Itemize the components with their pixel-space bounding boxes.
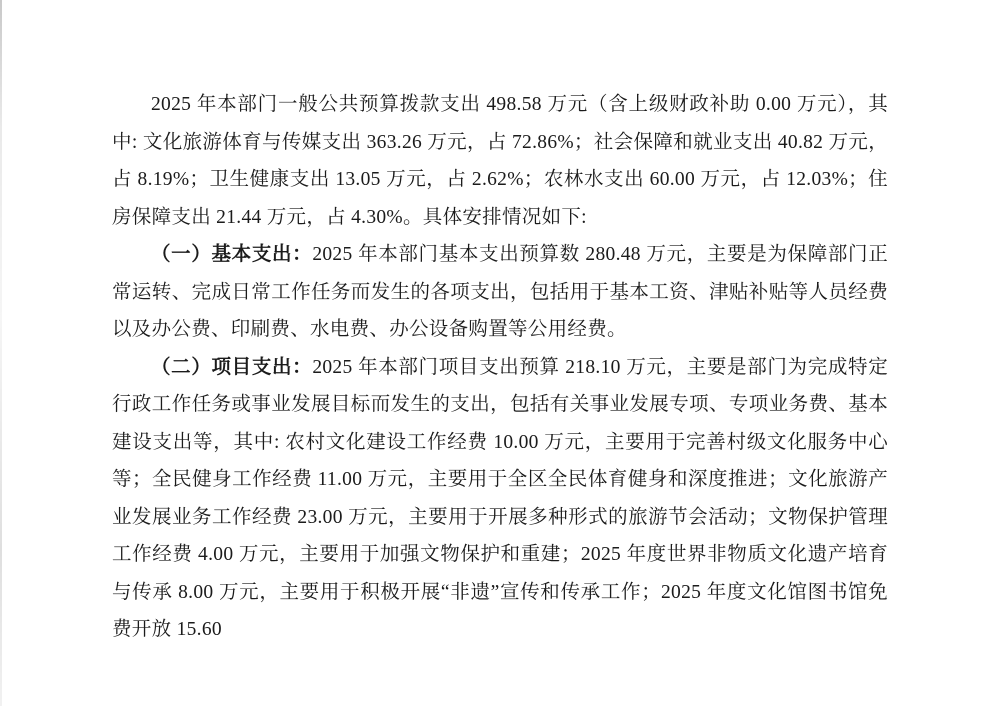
section-heading-project-expenditure: （二）项目支出： — [151, 356, 313, 378]
section-heading-basic-expenditure: （一）基本支出： — [151, 244, 313, 265]
scan-edge-artifact — [0, 0, 2, 706]
paragraph-text: 2025 年本部门一般公共预算拨款支出 498.58 万元（含上级财政补助 0.00 万元），其中: 文化旅游体育与传媒支出 363.26 万元，占 72.86%；社会保障和就业支出 40.82 万元，占 8.19%；卫生健康支出 13.05 万元，占 2.62%；农林水支出 60.00 万元，占 12.03%；住房保障支出 21.44 万元，占 4.30%。具体安排情况如下: — [112, 94, 888, 228]
paragraph-text: 2025 年本部门项目支出预算 218.10 万元，主要是部门为完成特定行政工作任务或事业发展目标而发生的支出，包括有关事业发展专项、专项业务费、基本建设支出等，其中: 农村文化建设工作经费 10.00 万元，主要用于完善村级文化服务中心等；全民健身工作经费 11.00 万元，主要用于全区全民体育健身和深度推进；文化旅游产业发展业务工作经费 23.00 万元，主要用于开展多种形式的旅游节会活动；文物保护管理工作经费 4.00 万元，主要用于加强文物保护和重建；2025 年度世界非物质文化遗产培育与传承 8.00 万元，主要用于积极开展“非遗”宣传和传承工作；2025 年度文化馆图书馆免费开放 15.60 — [112, 356, 888, 640]
paragraph-general-budget-overview — [112, 86, 888, 236]
paragraph-project-expenditure — [112, 349, 888, 649]
paragraph-basic-expenditure — [112, 236, 888, 349]
paragraph-text: 2025 年本部门基本支出预算数 280.48 万元，主要是为保障部门正常运转、完成日常工作任务而发生的各项支出，包括用于基本工资、津贴补贴等人员经费以及办公费、印刷费、水电费、办公设备购置等公用经费。 — [112, 244, 888, 340]
document-body — [112, 86, 888, 649]
